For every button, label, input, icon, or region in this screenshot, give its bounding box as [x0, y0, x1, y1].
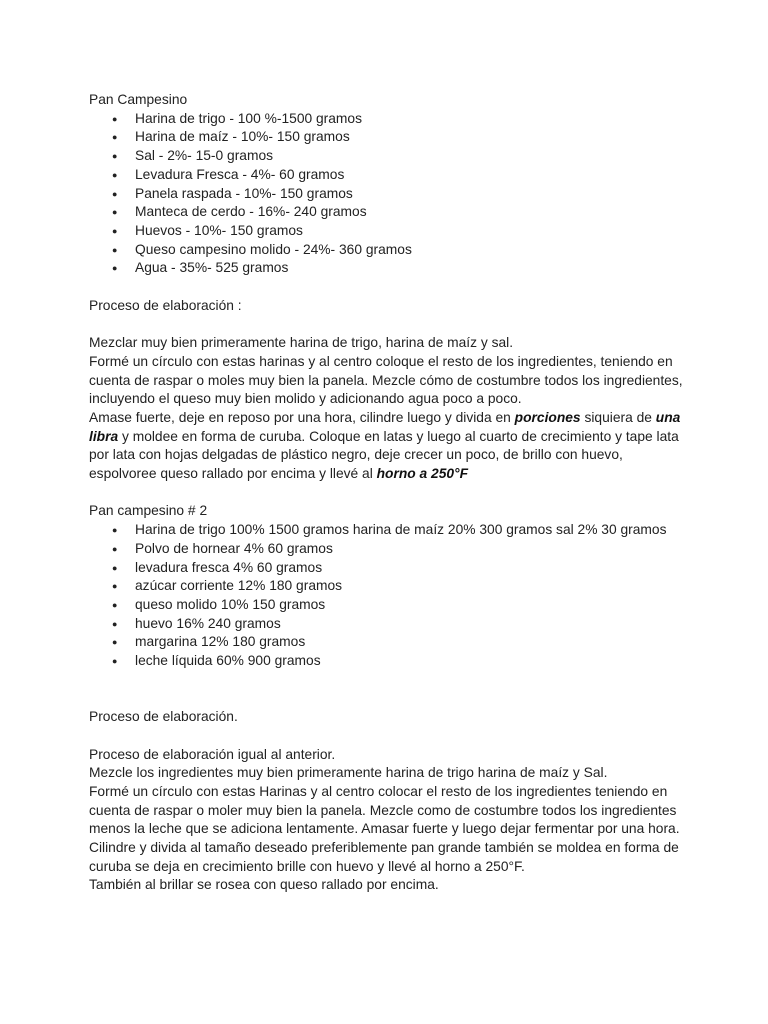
- list-item: ● margarina 12% 180 gramos: [89, 633, 689, 652]
- recipe2-paragraph-2: Mezcle los ingredientes muy bien primeramente harina de trigo harina de maíz y Sal.: [89, 765, 608, 781]
- list-item: ● queso molido 10% 150 gramos: [89, 596, 689, 615]
- list-item: ● Harina de trigo - 100 %-1500 gramos: [89, 110, 689, 129]
- recipe1-process-heading: Proceso de elaboración :: [89, 297, 242, 313]
- recipe1-paragraph-2: Formé un círculo con estas harinas y al centro coloque el resto de los ingredientes, teniendo en cuenta de raspar o moles muy bien la panela. Mezcle cómo de costumbre todos los ingredientes, incluyendo el queso muy bien molido y adicionando agua poco a poco.: [89, 353, 683, 407]
- list-item: ● Sal - 2%- 15-0 gramos: [89, 147, 689, 166]
- list-item: ● huevo 16% 240 gramos: [89, 615, 689, 634]
- recipe2-title: Pan campesino # 2: [89, 503, 208, 519]
- list-item: ● Manteca de cerdo - 16%- 240 gramos: [89, 203, 689, 222]
- list-item: ● levadura fresca 4% 60 gramos: [89, 559, 689, 578]
- list-item: ● Queso campesino molido - 24%- 360 gramos: [89, 241, 689, 260]
- emphasis-una-libra: una libra: [89, 409, 681, 444]
- recipe1-ingredient-list: [89, 110, 689, 278]
- list-item: ● Huevos - 10%- 150 gramos: [89, 222, 689, 241]
- recipe2-paragraph-3: Formé un círculo con estas Harinas y al centro colocar el resto de los ingredientes teniendo en cuenta de raspar o moler muy bien la panela. Mezcle como de costumbre todos los ingredientes menos la leche que se adiciona lentamente. Amasar fuerte y luego dejar fermentar por una hora. Cilindre y divida al tamaño deseado preferiblemente pan grande también se moldea en forma de curuba se deja en crecimiento brille con huevo y llevé al horno a 250°F.: [89, 783, 680, 874]
- recipe2-process-heading: Proceso de elaboración.: [89, 709, 238, 725]
- list-item: ● azúcar corriente 12% 180 gramos: [89, 577, 689, 596]
- recipe1-paragraph-3: [89, 409, 689, 484]
- recipe1-title: Pan Campesino: [89, 92, 188, 107]
- list-item: ● Harina de maíz - 10%- 150 gramos: [89, 128, 689, 147]
- recipe2-ingredient-list: [89, 521, 689, 671]
- list-item: ● leche líquida 60% 900 gramos: [89, 652, 689, 671]
- emphasis-horno: horno a 250°F: [376, 466, 468, 482]
- list-item: ● Levadura Fresca - 4%- 60 gramos: [89, 166, 689, 185]
- paragraph-text: siquiera de: [580, 409, 656, 425]
- list-item: ● Panela raspada - 10%- 150 gramos: [89, 185, 689, 204]
- emphasis-porciones: porciones: [514, 409, 581, 425]
- list-item: ● Agua - 35%- 525 gramos: [89, 259, 689, 278]
- document-page: [89, 91, 689, 895]
- list-item: ● Harina de trigo 100% 1500 gramos harina de maíz 20% 300 gramos sal 2% 30 gramos: [89, 521, 689, 540]
- recipe2-paragraph-4: También al brillar se rosea con queso rallado por encima.: [89, 877, 439, 893]
- paragraph-text: y moldee en forma de curuba. Coloque en latas y luego al cuarto de crecimiento y tape lata por lata con hojas delgadas de plástico negro, deje crecer un poco, de brillo con huevo, espolvoree queso rallado por encima y llevé al: [89, 428, 679, 482]
- paragraph-text: Amase fuerte, deje en reposo por una hora, cilindre luego y divida en: [89, 409, 515, 425]
- recipe1-paragraph-1: Mezclar muy bien primeramente harina de trigo, harina de maíz y sal.: [89, 335, 514, 351]
- list-item: ● Polvo de hornear 4% 60 gramos: [89, 540, 689, 559]
- recipe2-paragraph-1: Proceso de elaboración igual al anterior.: [89, 746, 336, 762]
